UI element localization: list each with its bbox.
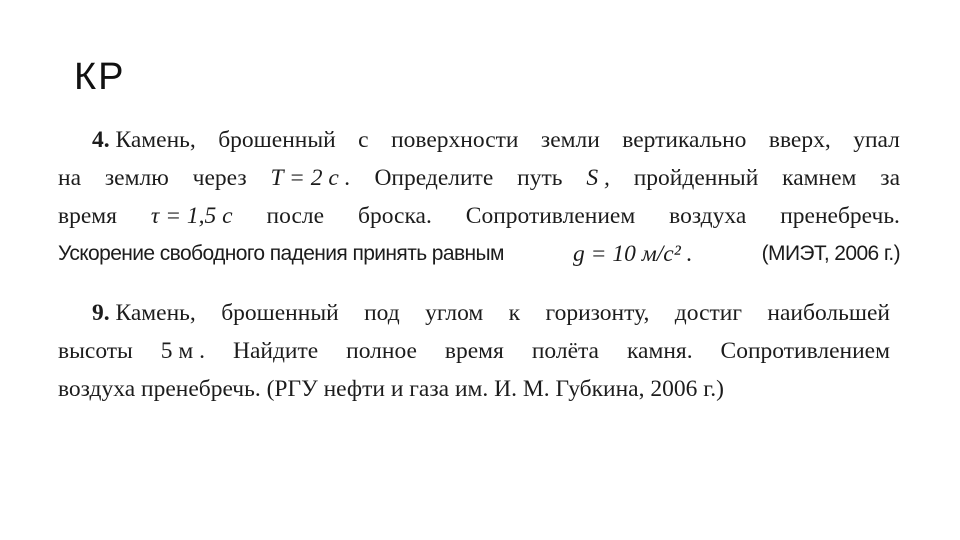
problem-9-line-3: воздуха пренебречь. (РГУ нефти и газа им. И. М. Губкина, 2006 г.) [58,376,724,402]
formula-height: 5 м . [160,338,206,364]
problem-4 [58,121,900,273]
formula-tau: τ = 1,5 с [150,203,233,229]
problem-4-line-2: на землю через T = 2 с . Определите путь S , пройденный камнем за [58,159,900,197]
problem-9 [58,294,890,408]
slide-title: КР [74,56,126,98]
source-citation: (МИЭТ, 2006 г.) [761,242,900,265]
problem-4-line-4: Ускорение свободного падения принять равным g = 10 м/с² . (МИЭТ, 2006 г.) [58,235,900,273]
problem-number: 4. [92,127,110,153]
formula-T: T = 2 с . [270,165,351,191]
problem-9-line-1: 9. Камень, брошенный под углом к горизонту, достиг наибольшей [92,300,890,326]
formula-S: S , [586,165,610,191]
problem-number: 9. [92,300,110,326]
problem-4-line-3: время τ = 1,5 с после броска. Сопротивлением воздуха пренебречь. [58,197,900,235]
problem-9-line-2: высоты 5 м . Найдите полное время полёта камня. Сопротивлением [58,332,890,370]
formula-g: g = 10 м/с² . [573,241,693,267]
problem-4-line-1: 4. Камень, брошенный с поверхности земли вертикально вверх, упал [92,127,900,153]
